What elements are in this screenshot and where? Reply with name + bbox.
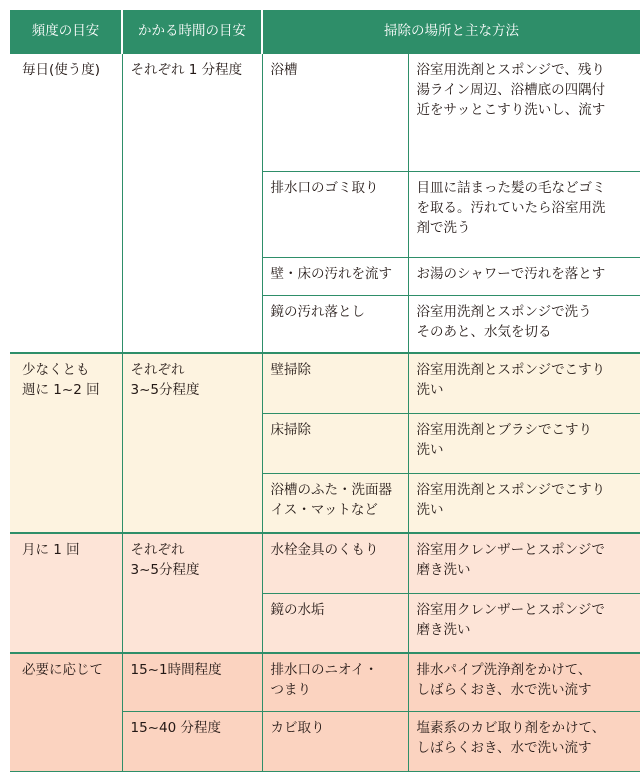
frequency-cell: 必要に応じて (10, 653, 122, 771)
place-cell: 鏡の水垢 (262, 593, 408, 653)
method-cell: 塩素系のカビ取り剤をかけて、 しばらくおき、水で洗い流す (408, 711, 640, 771)
method-cell: 浴室用洗剤とスポンジでこすり 洗い (408, 473, 640, 533)
header-place-method: 掃除の場所と主な方法 (262, 10, 640, 53)
cleaning-schedule (10, 10, 640, 772)
place-cell: 排水口のゴミ取り (262, 171, 408, 257)
time-cell: 15~40 分程度 (122, 711, 262, 771)
place-cell: 浴槽のふた・洗面器 イス・マットなど (262, 473, 408, 533)
group-monthly (10, 533, 640, 653)
table-header-row (10, 10, 640, 53)
method-cell: 目皿に詰まった髪の毛などゴミ を取る。汚れていたら浴室用洗 剤で洗う (408, 171, 640, 257)
place-cell: 壁掃除 (262, 353, 408, 413)
method-cell: お湯のシャワーで汚れを落とす (408, 257, 640, 295)
table-row (10, 533, 640, 593)
header-time: かかる時間の目安 (122, 10, 262, 53)
method-cell: 浴室用クレンザーとスポンジで 磨き洗い (408, 593, 640, 653)
time-cell: それぞれ 3~5分程度 (122, 353, 262, 533)
group-daily (10, 53, 640, 353)
method-cell: 浴室用クレンザーとスポンジで 磨き洗い (408, 533, 640, 593)
method-cell: 浴室用洗剤とスポンジで、残り 湯ライン周辺、浴槽底の四隅付 近をサッとこすり洗いし、流す (408, 53, 640, 171)
group-as-needed (10, 653, 640, 771)
method-cell: 浴室用洗剤とスポンジで洗う そのあと、水気を切る (408, 295, 640, 353)
header-frequency: 頻度の目安 (10, 10, 122, 53)
place-cell: 床掃除 (262, 413, 408, 473)
table-row (10, 53, 640, 171)
cleaning-table (10, 10, 640, 772)
frequency-cell: 毎日(使う度) (10, 53, 122, 353)
place-cell: 壁・床の汚れを流す (262, 257, 408, 295)
frequency-cell: 少なくとも 週に 1~2 回 (10, 353, 122, 533)
place-cell: 浴槽 (262, 53, 408, 171)
table-row (10, 653, 640, 711)
place-cell: 水栓金具のくもり (262, 533, 408, 593)
time-cell: それぞれ 1 分程度 (122, 53, 262, 353)
place-cell: 排水口のニオイ・ つまり (262, 653, 408, 711)
place-cell: カビ取り (262, 711, 408, 771)
time-cell: それぞれ 3~5分程度 (122, 533, 262, 653)
table-row (10, 353, 640, 413)
time-cell: 15~1時間程度 (122, 653, 262, 711)
frequency-cell: 月に 1 回 (10, 533, 122, 653)
place-cell: 鏡の汚れ落とし (262, 295, 408, 353)
method-cell: 浴室用洗剤とスポンジでこすり 洗い (408, 353, 640, 413)
group-weekly (10, 353, 640, 533)
method-cell: 排水パイプ洗浄剤をかけて、 しばらくおき、水で洗い流す (408, 653, 640, 711)
method-cell: 浴室用洗剤とブラシでこすり 洗い (408, 413, 640, 473)
